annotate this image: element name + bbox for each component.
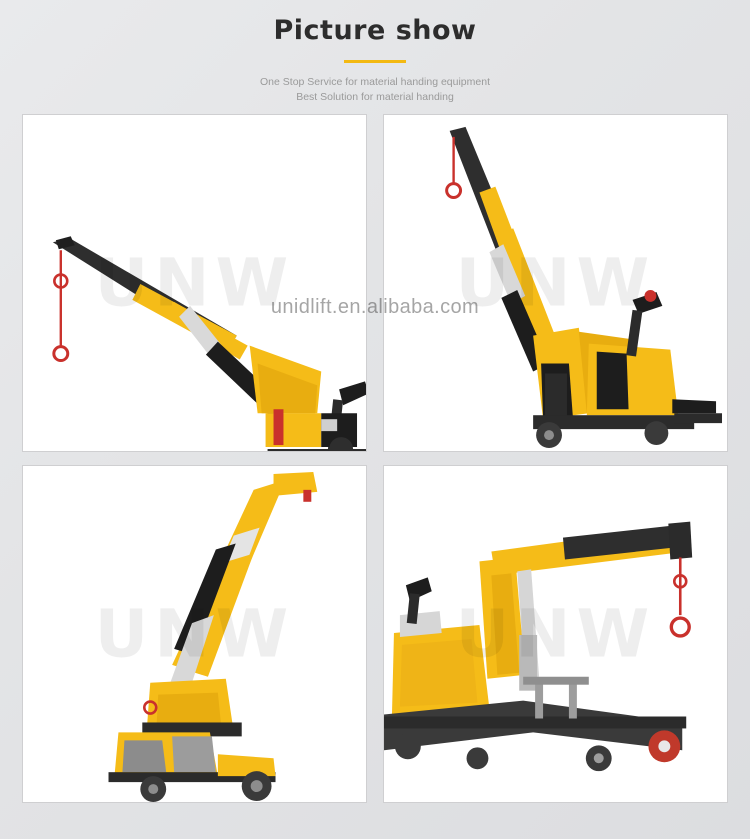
- picture-grid: [22, 114, 728, 803]
- crane-photo-4: [384, 466, 727, 802]
- picture-panel-3[interactable]: [22, 465, 367, 803]
- page-subtitle: [0, 75, 750, 105]
- title-underline-rule: [344, 60, 406, 63]
- crane-photo-1: [23, 115, 366, 451]
- picture-panel-1[interactable]: [22, 114, 367, 452]
- page-header: [0, 0, 750, 105]
- picture-panel-2[interactable]: [383, 114, 728, 452]
- picture-panel-4[interactable]: [383, 465, 728, 803]
- subtitle-line-1: One Stop Service for material handing equipment: [260, 76, 490, 88]
- subtitle-line-2: Best Solution for material handing: [296, 91, 454, 103]
- watermark-url: unidlift.en.alibaba.com: [270, 296, 480, 318]
- page-title: Picture show: [273, 15, 477, 46]
- crane-photo-2: [384, 115, 727, 451]
- crane-photo-3: [23, 466, 366, 802]
